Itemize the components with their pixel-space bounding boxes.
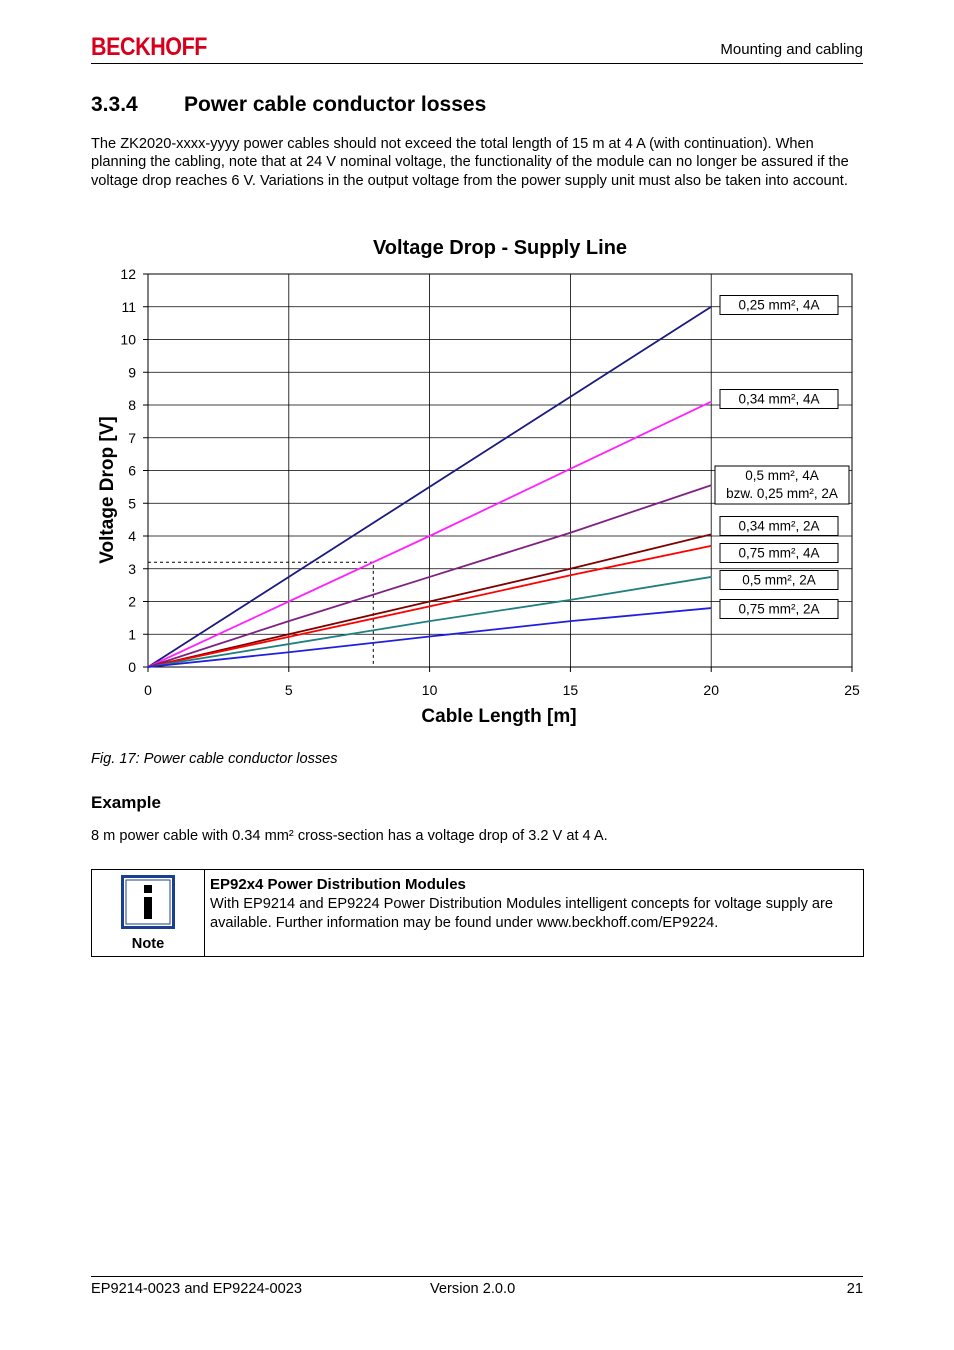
legend-label: 0,5 mm², 2A (742, 572, 816, 588)
legend-entry (720, 517, 838, 536)
chart-title: Voltage Drop - Supply Line (372, 237, 628, 259)
x-tick-label: 5 (284, 682, 293, 698)
y-tick-label: 7 (128, 429, 136, 446)
example-heading: Example (91, 793, 161, 812)
footer-version: Version 2.0.0 (430, 1281, 516, 1297)
y-tick-label: 0 (128, 659, 136, 675)
note-icon-cell (92, 870, 205, 956)
note-label: Note (131, 936, 165, 952)
legend-label: 0,75 mm², 2A (738, 601, 820, 617)
legend-entry (720, 544, 838, 563)
legend-entry (720, 390, 838, 409)
note-title: EP92x4 Power Distribution Modules (210, 876, 466, 893)
y-tick-label: 3 (128, 560, 136, 577)
y-tick-label: 6 (128, 462, 136, 479)
x-axis-label: Cable Length [m] (421, 706, 577, 727)
legend-label: 0,34 mm², 4A (738, 391, 820, 407)
chart-legend (715, 296, 849, 619)
x-tick-label: 20 (703, 682, 719, 698)
legend-label: bzw. 0,25 mm², 2A (726, 486, 838, 501)
info-icon (121, 875, 175, 929)
legend-label: 0,34 mm², 2A (738, 518, 820, 534)
legend-entry (720, 296, 838, 315)
footer-page-number: 21 (846, 1281, 863, 1297)
y-axis-label: Voltage Drop [V] (97, 416, 118, 564)
legend-entry (720, 571, 838, 590)
y-tick-label: 4 (128, 528, 136, 544)
footer-product: EP9214-0023 and EP9224-0023 (91, 1281, 302, 1297)
x-tick-label: 25 (844, 682, 860, 698)
y-tick-label: 2 (128, 593, 136, 610)
note-box (91, 869, 864, 957)
beckhoff-logo: BECKHOFF (91, 33, 208, 61)
x-tick-label: 10 (421, 682, 438, 698)
y-tick-label: 9 (128, 364, 136, 381)
y-tick-label: 1 (128, 626, 136, 643)
legend-entry (715, 466, 849, 504)
section-number: 3.3.4 (91, 93, 138, 116)
intro-paragraph: The ZK2020-xxxx-yyyy power cables should not exceed the total length of 15 m at 4 A (with continuation). When planning the cabling, note that at 24 V nominal voltage, the functionality of the module can no longer be assured if the voltage drop reaches 6 V. Variations in the output voltage from the power supply unit must also be taken into account. (91, 136, 849, 189)
y-tick-label: 10 (120, 331, 136, 348)
header-section-name: Mounting and cabling (720, 41, 863, 58)
legend-label: 0,75 mm², 4A (738, 545, 820, 561)
section-title: Power cable conductor losses (184, 93, 487, 116)
x-tick-label: 15 (562, 682, 579, 698)
y-tick-label: 5 (128, 495, 136, 512)
legend-label: 0,25 mm², 4A (738, 297, 820, 313)
y-tick-label: 12 (120, 266, 136, 282)
y-tick-label: 8 (128, 397, 136, 413)
figure-caption: Fig. 17: Power cable conductor losses (91, 751, 338, 767)
legend-entry (720, 600, 838, 619)
example-text: 8 m power cable with 0.34 mm² cross-section has a voltage drop of 3.2 V at 4 A. (91, 828, 608, 844)
note-text: With EP9214 and EP9224 Power Distribution Modules intelligent concepts for voltage supply are available. Further information may be found under www.beckhoff.com/EP9224. (210, 896, 834, 931)
y-tick-label: 11 (121, 298, 136, 315)
legend-label: 0,5 mm², 4A (745, 468, 819, 483)
x-tick-label: 0 (144, 682, 152, 698)
note-content (205, 870, 863, 956)
footer-divider (91, 1276, 863, 1277)
